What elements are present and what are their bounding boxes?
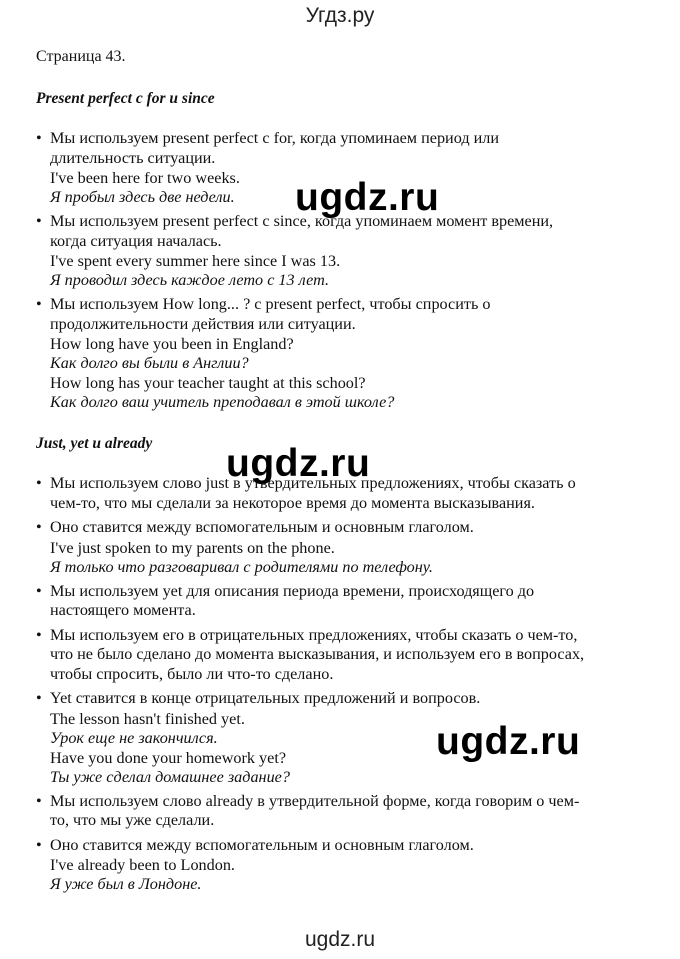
site-header: Угдз.ру [305,4,375,27]
example-translation: Как долго ваш учитель преподавал в этой школе? [50,393,395,411]
section-title-just-yet-already: Just, yet и already [36,435,153,452]
rule-item [36,836,636,895]
rule-item [36,582,636,621]
rule-text: • Мы используем How long... ? с present perfect, чтобы спросить о [50,295,491,313]
example-english: How long have you been in England? [50,335,294,353]
rule-text: • Мы используем present perfect с for, когда упоминаем период или [50,129,500,147]
rule-item [36,295,636,412]
example-english: I've just spoken to my parents on the phone. [50,538,335,557]
rule-item [36,626,636,685]
example-english: I've already been to London. [50,856,235,874]
rule-item [36,518,636,577]
site-footer: ugdz.ru [304,928,376,951]
rule-text: чтобы спросить, было ли что-то сделано. [50,664,334,683]
rule-item [36,212,636,290]
rule-text: что не было сделано до момента высказывания, и используем его в вопросах, [50,645,585,663]
rule-text: когда ситуация началась. [50,231,222,250]
example-english: I've been here for two weeks. [50,169,240,187]
example-english: I've spent every summer here since I was 13. [50,252,341,270]
example-translation: Я проводил здесь каждое лето с 13 лет. [50,271,330,289]
watermark: ugdz.ru [295,176,440,219]
rules-list-just-yet-already [36,474,636,894]
rule-text: • Мы используем его в отрицательных предложениях, чтобы сказать о чем-то, [50,625,578,644]
rule-text: • Оно ставится между вспомогательным и основным глаголом. [50,518,474,536]
rule-text: • Оно ставится между вспомогательным и основным глаголом. [50,835,474,854]
example-translation: Я только что разговаривал с родителями по телефону. [50,557,433,576]
rule-text: то, что мы уже сделали. [50,811,215,829]
rule-text: продолжительности действия или ситуации. [50,314,356,333]
rule-text: • Мы используем слово already в утвердительной форме, когда говорим о чем- [50,791,580,810]
example-translation: Урок еще не закончился. [50,728,218,747]
example-translation: Ты уже сделал домашнее задание? [50,767,290,786]
rule-text: • Мы используем yet для описания периода времени, происходящего до [50,581,535,600]
example-translation: Я уже был в Лондоне. [50,875,202,893]
example-translation: Как долго вы были в Англии? [50,354,249,372]
example-english: The lesson hasn't finished yet. [50,709,245,728]
section-title-present-perfect: Present perfect с for и since [36,90,215,107]
rule-text: настоящего момента. [50,601,196,619]
example-english: Have you done your homework yet? [50,748,286,767]
rule-text: • Мы используем present perfect с since, когда упоминаем момент времени, [50,212,554,230]
example-english: How long has your teacher taught at this school? [50,374,366,392]
example-translation: Я пробыл здесь две недели. [50,188,235,206]
page-number: Страница 43. [36,48,126,65]
rules-list-present-perfect [36,129,636,412]
watermark: ugdz.ru [436,720,581,763]
rule-text: • Мы используем слово just в утвердительных предложениях, чтобы сказать о [50,474,576,492]
watermark: ugdz.ru [226,442,371,485]
rule-text: длительность ситуации. [50,148,216,167]
rule-item [36,792,636,831]
rule-text: • Yet ставится в конце отрицательных предложений и вопросов. [50,689,481,707]
rule-text: чем-то, что мы сделали за некоторое время до момента высказывания. [50,493,535,512]
